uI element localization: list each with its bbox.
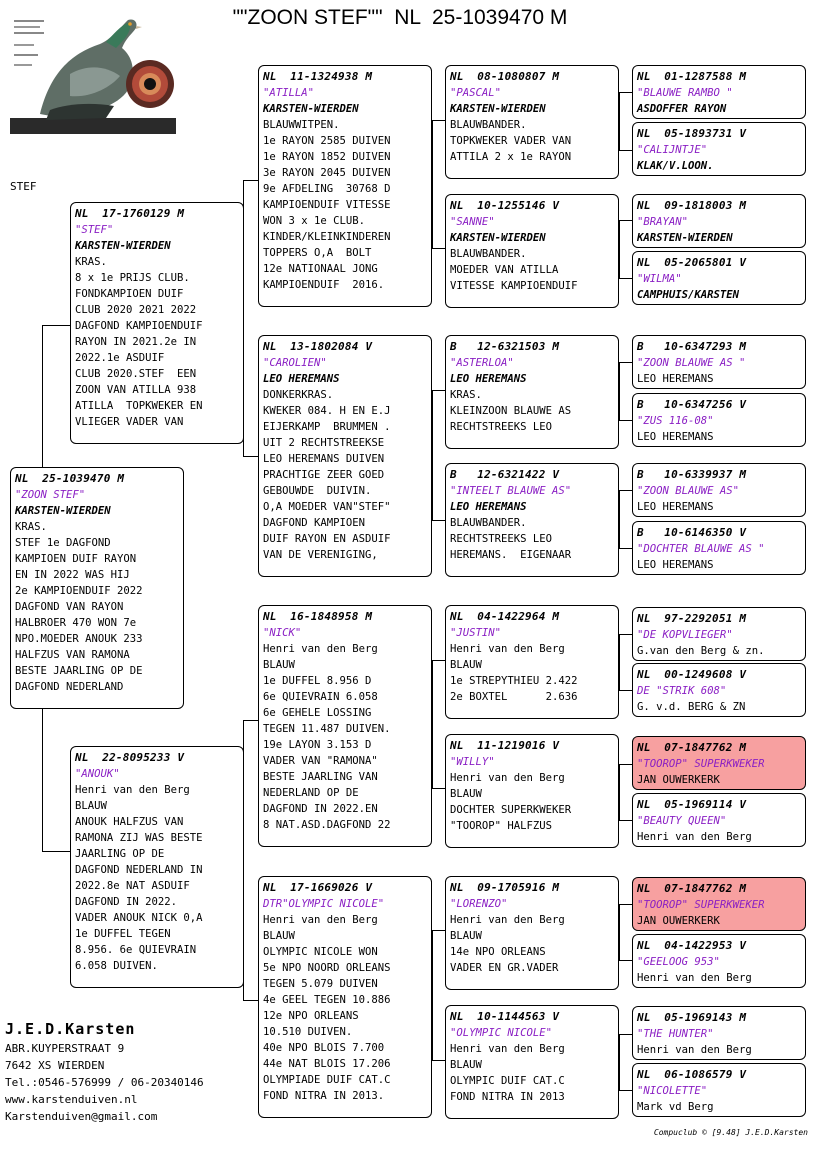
- pigeon-note: 1e DUFFEL TEGEN: [75, 928, 171, 940]
- pigeon-card-sire: [70, 202, 244, 444]
- pigeon-note: DOCHTER SUPERKWEKER: [450, 804, 572, 816]
- pigeon-note: KAMPIOENDUIF 2016.: [263, 279, 385, 291]
- pigeon-name: "ASTERLOA": [450, 357, 514, 369]
- pigeon-card-g10: [632, 663, 806, 717]
- pigeon-note: ATILLA TOPKWEKER EN: [75, 400, 203, 412]
- pigeon-note: EIJERKAMP BRUMMEN .: [263, 421, 391, 433]
- pigeon-note: CLUB 2020 2021 2022: [75, 304, 197, 316]
- pigeon-note: TOPPERS O,A BOLT: [263, 247, 372, 259]
- pigeon-note: KINDER/KLEINKINDEREN: [263, 231, 391, 243]
- ring-number: NL 00-1249608 V: [637, 668, 747, 681]
- pigeon-note: BLAUWBANDER.: [450, 517, 527, 529]
- ring-number: NL 16-1848958 M: [263, 610, 373, 623]
- connector-line: [619, 150, 632, 151]
- connector-line: [432, 120, 445, 121]
- pigeon-note: VADER VAN "RAMONA": [263, 755, 378, 767]
- pigeon-note: JAARLING OP DE: [75, 848, 165, 860]
- pigeon-card-sire-dam: [258, 335, 432, 577]
- pigeon-name: "BEAUTY QUEEN": [637, 815, 727, 827]
- address-line: ABR.KUYPERSTRAAT 9: [5, 1042, 125, 1055]
- phone-line: Tel.:0546-576999 / 06-20340146: [5, 1076, 204, 1089]
- ring-number: NL 05-1969114 V: [637, 798, 747, 811]
- connector-line: [619, 490, 620, 548]
- breeder-name: LEO HEREMANS: [450, 501, 527, 513]
- pigeon-name: DTR"OLYMPIC NICOLE": [263, 898, 385, 910]
- pigeon-note: 12e NPO ORLEANS: [263, 1010, 359, 1022]
- pigeon-card-g7: [632, 463, 806, 517]
- connector-line: [432, 120, 433, 248]
- pigeon-note: VADER ANOUK NICK 0,A: [75, 912, 203, 924]
- ring-number: B 12-6321422 V: [450, 468, 560, 481]
- breeder-name: KARSTEN-WIERDEN: [637, 232, 733, 244]
- connector-line: [619, 278, 632, 279]
- breeder-name: KARSTEN-WIERDEN: [450, 103, 546, 115]
- pigeon-name: "BLAUWE RAMBO ": [637, 87, 733, 99]
- connector-line: [619, 490, 632, 491]
- breeder-name: JAN OUWERKERK: [637, 915, 720, 927]
- pigeon-note: RAMONA ZIJ WAS BESTE: [75, 832, 203, 844]
- connector-line: [619, 960, 632, 961]
- ring-number: NL 17-1669026 V: [263, 881, 373, 894]
- pigeon-note: O,A MOEDER VAN"STEF": [263, 501, 391, 513]
- ring-number: NL 04-1422964 M: [450, 610, 560, 623]
- ring-number: NL 09-1705916 M: [450, 881, 560, 894]
- pigeon-note: BESTE JAARLING VAN: [263, 771, 378, 783]
- ring-number: NL 08-1080807 M: [450, 70, 560, 83]
- connector-line: [432, 660, 445, 661]
- email-link[interactable]: Karstenduiven@gmail.com: [5, 1110, 158, 1123]
- ring-number: NL 05-1893731 V: [637, 127, 747, 140]
- breeder-name: LEO HEREMANS: [637, 501, 714, 513]
- pigeon-note: VITESSE KAMPIOENDUIF: [450, 280, 578, 292]
- pigeon-note: BLAUW: [450, 659, 482, 671]
- breeder-name: LEO HEREMANS: [637, 373, 714, 385]
- pigeon-note: 1e STREPYTHIEU 2.422: [450, 675, 578, 687]
- connector-line: [619, 1034, 620, 1090]
- pigeon-note: BLAUW: [75, 800, 107, 812]
- pigeon-note: DONKERKRAS.: [263, 389, 334, 401]
- pigeon-card-g6: [632, 393, 806, 447]
- pigeon-note: 6e QUIEVRAIN 6.058: [263, 691, 378, 703]
- stef-label: STEF: [10, 180, 37, 193]
- pigeon-note: LEO HEREMANS DUIVEN: [263, 453, 385, 465]
- breeder-name: Henri van den Berg: [450, 772, 565, 784]
- pigeon-card-g11: [632, 736, 806, 790]
- connector-line: [619, 548, 632, 549]
- ring-number: B 12-6321503 M: [450, 340, 560, 353]
- connector-line: [42, 325, 70, 326]
- connector-line: [243, 180, 259, 181]
- pigeon-note: HALBROER 470 WON 7e: [15, 617, 137, 629]
- pigeon-note: BLAUW: [263, 659, 295, 671]
- connector-line: [243, 456, 259, 457]
- connector-line: [619, 820, 632, 821]
- pigeon-photo-logo: [10, 14, 176, 134]
- pigeon-card-ssd: [445, 194, 619, 308]
- pigeon-card-g15: [632, 1006, 806, 1060]
- pigeon-note: 19e LAYON 3.153 D: [263, 739, 372, 751]
- connector-line: [432, 1060, 445, 1061]
- pigeon-card-subject: [10, 467, 184, 709]
- ring-number: NL 04-1422953 V: [637, 939, 747, 952]
- owner-name: J.E.D.Karsten: [5, 1020, 136, 1038]
- pigeon-card-g5: [632, 335, 806, 389]
- breeder-name: KARSTEN-WIERDEN: [75, 240, 171, 252]
- ring-number: NL 97-2292051 M: [637, 612, 747, 625]
- pigeon-name: "CAROLIEN": [263, 357, 327, 369]
- pigeon-card-dsd: [445, 734, 619, 848]
- connector-line: [619, 92, 620, 150]
- breeder-name: G.van den Berg & zn.: [637, 645, 765, 657]
- breeder-name: LEO HEREMANS: [450, 373, 527, 385]
- pigeon-note: 1e DUFFEL 8.956 D: [263, 675, 372, 687]
- pigeon-name: "ANOUK": [75, 768, 120, 780]
- pigeon-card-g13: [632, 877, 806, 931]
- postcode-line: 7642 XS WIERDEN: [5, 1059, 105, 1072]
- pigeon-note: KLEINZOON BLAUWE AS: [450, 405, 572, 417]
- connector-line: [619, 362, 632, 363]
- ring-number: B 10-6347256 V: [637, 398, 747, 411]
- pigeon-note: TEGEN 5.079 DUIVEN: [263, 978, 378, 990]
- pigeon-note: DAGFOND IN 2022.: [75, 896, 178, 908]
- pigeon-note: KAMPIOENDUIF VITESSE: [263, 199, 391, 211]
- pigeon-note: KRAS.: [15, 521, 47, 533]
- breeder-name: KARSTEN-WIERDEN: [263, 103, 359, 115]
- pigeon-note: 8.956. 6e QUIEVRAIN: [75, 944, 197, 956]
- pigeon-note: 8 x 1e PRIJS CLUB.: [75, 272, 190, 284]
- ring-number: NL 17-1760129 M: [75, 207, 185, 220]
- ring-number: NL 10-1255146 V: [450, 199, 560, 212]
- footer-credit: Compuclub © [9.48] J.E.D.Karsten: [653, 1128, 808, 1137]
- connector-line: [619, 362, 620, 420]
- pigeon-name: "DOCHTER BLAUWE AS ": [637, 543, 765, 555]
- pigeon-card-sdd: [445, 463, 619, 577]
- pigeon-note: KAMPIOEN DUIF RAYON: [15, 553, 137, 565]
- connector-line: [243, 1000, 259, 1001]
- pigeon-note: GEBOUWDE DUIVIN.: [263, 485, 372, 497]
- pigeon-note: FOND NITRA IN 2013.: [263, 1090, 385, 1102]
- pigeon-name: "ATILLA": [263, 87, 315, 99]
- pigeon-note: 2022.8e NAT ASDUIF: [75, 880, 190, 892]
- pigeon-note: "TOOROP" HALFZUS: [450, 820, 553, 832]
- pigeon-note: KRAS.: [450, 389, 482, 401]
- pigeon-card-g14: [632, 934, 806, 988]
- pigeon-note: KRAS.: [75, 256, 107, 268]
- connector-line: [42, 709, 43, 851]
- pigeon-card-g12: [632, 793, 806, 847]
- ring-number: NL 25-1039470 M: [15, 472, 125, 485]
- connector-line: [619, 904, 620, 960]
- pigeon-note: 2e KAMPIOENDUIF 2022: [15, 585, 143, 597]
- pigeon-note: PRACHTIGE ZEER GOED: [263, 469, 385, 481]
- pigeon-name: "LORENZO": [450, 898, 508, 910]
- breeder-name: Henri van den Berg: [450, 643, 565, 655]
- ring-number: NL 05-2065801 V: [637, 256, 747, 269]
- pigeon-note: BLAUWBANDER.: [450, 248, 527, 260]
- pigeon-note: VLIEGER VADER VAN: [75, 416, 184, 428]
- pigeon-name: "ZOON BLAUWE AS ": [637, 357, 746, 369]
- pigeon-note: 2022.1e ASDUIF: [75, 352, 165, 364]
- breeder-name: Henri van den Berg: [450, 914, 565, 926]
- breeder-name: Henri van den Berg: [263, 643, 378, 655]
- breeder-name: ASDOFFER RAYON: [637, 103, 727, 115]
- pigeon-card-ddd: [445, 1005, 619, 1119]
- pigeon-card-g2: [632, 122, 806, 176]
- pigeon-note: FONDKAMPIOEN DUIF: [75, 288, 184, 300]
- pigeon-note: STEF 1e DAGFOND: [15, 537, 111, 549]
- pigeon-note: BLAUW: [450, 1059, 482, 1071]
- connector-line: [619, 220, 632, 221]
- pigeon-note: BLAUWBANDER.: [450, 119, 527, 131]
- pigeon-note: TOPKWEKER VADER VAN: [450, 135, 572, 147]
- pigeon-note: 1e RAYON 2585 DUIVEN: [263, 135, 391, 147]
- connector-line: [619, 764, 632, 765]
- breeder-name: Henri van den Berg: [637, 831, 752, 843]
- pigeon-name: "WILLY": [450, 756, 495, 768]
- pigeon-card-g16: [632, 1063, 806, 1117]
- ring-number: NL 11-1324938 M: [263, 70, 373, 83]
- pigeon-note: FOND NITRA IN 2013: [450, 1091, 565, 1103]
- connector-line: [619, 1090, 632, 1091]
- pigeon-note: CLUB 2020.STEF EEN: [75, 368, 197, 380]
- pigeon-note: VAN DE VERENIGING,: [263, 549, 378, 561]
- pigeon-name: "WILMA": [637, 273, 682, 285]
- pigeon-note: 6e GEHELE LOSSING: [263, 707, 372, 719]
- pigeon-name: "NICK": [263, 627, 302, 639]
- ring-number: B 10-6347293 M: [637, 340, 747, 353]
- pigeon-name: "NICOLETTE": [637, 1085, 708, 1097]
- pigeon-name: "INTEELT BLAUWE AS": [450, 485, 572, 497]
- pigeon-note: WON 3 x 1e CLUB.: [263, 215, 366, 227]
- pigeon-note: VADER EN GR.VADER: [450, 962, 559, 974]
- connector-line: [619, 420, 632, 421]
- pigeon-note: EN IN 2022 WAS HIJ: [15, 569, 130, 581]
- pigeon-note: 6.058 DUIVEN.: [75, 960, 158, 972]
- breeder-name: LEO HEREMANS: [637, 431, 714, 443]
- connector-line: [619, 764, 620, 820]
- pigeon-name: "DE KOPVLIEGER": [637, 629, 733, 641]
- connector-line: [432, 390, 433, 520]
- ring-number: NL 01-1287588 M: [637, 70, 747, 83]
- pigeon-note: BLAUW: [450, 930, 482, 942]
- pigeon-name: "OLYMPIC NICOLE": [450, 1027, 553, 1039]
- connector-line: [619, 92, 632, 93]
- connector-line: [432, 520, 445, 521]
- pigeon-card-dss: [445, 605, 619, 719]
- pigeon-note: BLAUW: [450, 788, 482, 800]
- pigeon-note: BESTE JAARLING OP DE: [15, 665, 143, 677]
- ring-number: NL 22-8095233 V: [75, 751, 185, 764]
- pigeon-name: "PASCAL": [450, 87, 502, 99]
- pigeon-note: ANOUK HALFZUS VAN: [75, 816, 184, 828]
- connector-line: [619, 1034, 632, 1035]
- ring-number: NL 10-1144563 V: [450, 1010, 560, 1023]
- pigeon-card-dam: [70, 746, 244, 988]
- pigeon-name: "STEF": [75, 224, 114, 236]
- pigeon-note: UIT 2 RECHTSTREEKSE: [263, 437, 385, 449]
- pigeon-name: "TOOROP" SUPERKWEKER: [637, 758, 765, 770]
- breeder-name: KLAK/V.LOON.: [637, 160, 714, 172]
- pigeon-note: 14e NPO ORLEANS: [450, 946, 546, 958]
- connector-line: [432, 390, 445, 391]
- connector-line: [619, 634, 620, 690]
- pigeon-card-g4: [632, 251, 806, 305]
- pigeon-note: 1e RAYON 1852 DUIVEN: [263, 151, 391, 163]
- ring-number: NL 07-1847762 M: [637, 882, 747, 895]
- contact-block: [5, 1018, 204, 1125]
- pigeon-note: NEDERLAND OP DE: [263, 787, 359, 799]
- pigeon-name: "ZOON BLAUWE AS": [637, 485, 740, 497]
- pigeon-card-dam-sire: [258, 605, 432, 847]
- pigeon-card-sds: [445, 335, 619, 449]
- pigeon-note: RAYON IN 2021.2e IN: [75, 336, 197, 348]
- pigeon-note: DAGFOND VAN RAYON: [15, 601, 124, 613]
- breeder-name: Henri van den Berg: [75, 784, 190, 796]
- breeder-name: LEO HEREMANS: [263, 373, 340, 385]
- pigeon-note: BLAUWWITPEN.: [263, 119, 340, 131]
- pigeon-name: "TOOROP" SUPERKWEKER: [637, 899, 765, 911]
- connector-line: [619, 220, 620, 278]
- connector-line: [42, 851, 70, 852]
- connector-line: [42, 325, 43, 467]
- pigeon-card-sire-sire: [258, 65, 432, 307]
- pigeon-note: OLYMPIC NICOLE WON: [263, 946, 378, 958]
- pigeon-name: DE "STRIK 608": [637, 685, 727, 697]
- pigeon-note: RECHTSTREEKS LEO: [450, 421, 553, 433]
- breeder-name: G. v.d. BERG & ZN: [637, 701, 746, 713]
- pigeon-note: HEREMANS. EIGENAAR: [450, 549, 572, 561]
- pigeon-note: DAGFOND NEDERLAND: [15, 681, 124, 693]
- breeder-name: Henri van den Berg: [637, 972, 752, 984]
- ring-number: NL 13-1802084 V: [263, 340, 373, 353]
- pigeon-note: DAGFOND KAMPIOEN: [263, 517, 366, 529]
- connector-line: [432, 930, 445, 931]
- pigeon-note: OLYMPIC DUIF CAT.C: [450, 1075, 565, 1087]
- pigeon-note: 3e RAYON 2045 DUIVEN: [263, 167, 391, 179]
- ring-number: NL 05-1969143 M: [637, 1011, 747, 1024]
- pigeon-card-g1: [632, 65, 806, 119]
- pigeon-name: "THE HUNTER": [637, 1028, 714, 1040]
- pigeon-note: DUIF RAYON EN ASDUIF: [263, 533, 391, 545]
- breeder-name: JAN OUWERKERK: [637, 774, 720, 786]
- breeder-name: KARSTEN-WIERDEN: [450, 232, 546, 244]
- pigeon-note: 40e NPO BLOIS 7.700: [263, 1042, 385, 1054]
- pigeon-name: "GEELOOG 953": [637, 956, 720, 968]
- pigeon-note: TEGEN 11.487 DUIVEN.: [263, 723, 391, 735]
- website-link[interactable]: www.karstenduiven.nl: [5, 1093, 138, 1106]
- pigeon-name: "SANNE": [450, 216, 495, 228]
- breeder-name: Henri van den Berg: [450, 1043, 565, 1055]
- pigeon-note: 44e NAT BLOIS 17.206: [263, 1058, 391, 1070]
- ring-number: NL 07-1847762 M: [637, 741, 747, 754]
- ring-number: NL 09-1818003 M: [637, 199, 747, 212]
- page-title: ""ZOON STEF"" NL 25-1039470 M: [232, 6, 568, 29]
- pigeon-card-g9: [632, 607, 806, 661]
- pigeon-card-dds: [445, 876, 619, 990]
- breeder-name: CAMPHUIS/KARSTEN: [637, 289, 740, 301]
- pigeon-note: 8 NAT.ASD.DAGFOND 22: [263, 819, 391, 831]
- pigeon-note: 10.510 DUIVEN.: [263, 1026, 353, 1038]
- pigeon-name: "BRAYAN": [637, 216, 689, 228]
- connector-line: [432, 660, 433, 788]
- pigeon-note: 12e NATIONAAL JONG: [263, 263, 378, 275]
- pigeon-note: RECHTSTREEKS LEO: [450, 533, 553, 545]
- pigeon-note: ATTILA 2 x 1e RAYON: [450, 151, 572, 163]
- pigeon-name: "CALIJNTJE": [637, 144, 708, 156]
- pigeon-note: 9e AFDELING 30768 D: [263, 183, 391, 195]
- ring-number: NL 11-1219016 V: [450, 739, 560, 752]
- pigeon-name: "ZOON STEF": [15, 489, 86, 501]
- pigeon-note: ZOON VAN ATILLA 938: [75, 384, 197, 396]
- pigeon-note: DAGFOND IN 2022.EN: [263, 803, 378, 815]
- connector-line: [432, 248, 445, 249]
- pigeon-note: MOEDER VAN ATILLA: [450, 264, 559, 276]
- pigeon-note: 4e GEEL TEGEN 10.886: [263, 994, 391, 1006]
- breeder-name: KARSTEN-WIERDEN: [15, 505, 111, 517]
- pigeon-name: "ZUS 116-08": [637, 415, 714, 427]
- pigeon-card-sss: [445, 65, 619, 179]
- pigeon-note: DAGFOND KAMPIOENDUIF: [75, 320, 203, 332]
- pigeon-card-dam-dam: [258, 876, 432, 1118]
- breeder-name: Mark vd Berg: [637, 1101, 714, 1113]
- pigeon-note: HALFZUS VAN RAMONA: [15, 649, 130, 661]
- connector-line: [243, 720, 259, 721]
- pigeon-note: 5e NPO NOORD ORLEANS: [263, 962, 391, 974]
- breeder-name: LEO HEREMANS: [637, 559, 714, 571]
- pigeon-note: 2e BOXTEL 2.636: [450, 691, 578, 703]
- ring-number: NL 06-1086579 V: [637, 1068, 747, 1081]
- pigeon-note: OLYMPIADE DUIF CAT.C: [263, 1074, 391, 1086]
- pigeon-card-g8: [632, 521, 806, 575]
- pigeon-name: "JUSTIN": [450, 627, 502, 639]
- pigeon-note: KWEKER 084. H EN E.J: [263, 405, 391, 417]
- ring-number: B 10-6146350 V: [637, 526, 747, 539]
- connector-line: [619, 904, 632, 905]
- pigeon-note: DAGFOND NEDERLAND IN: [75, 864, 203, 876]
- connector-line: [432, 930, 433, 1060]
- connector-line: [619, 634, 632, 635]
- pigeon-card-g3: [632, 194, 806, 248]
- pigeon-note: BLAUW: [263, 930, 295, 942]
- connector-line: [432, 788, 445, 789]
- connector-line: [619, 690, 632, 691]
- breeder-name: Henri van den Berg: [263, 914, 378, 926]
- pigeon-note: NPO.MOEDER ANOUK 233: [15, 633, 143, 645]
- ring-number: B 10-6339937 M: [637, 468, 747, 481]
- breeder-name: Henri van den Berg: [637, 1044, 752, 1056]
